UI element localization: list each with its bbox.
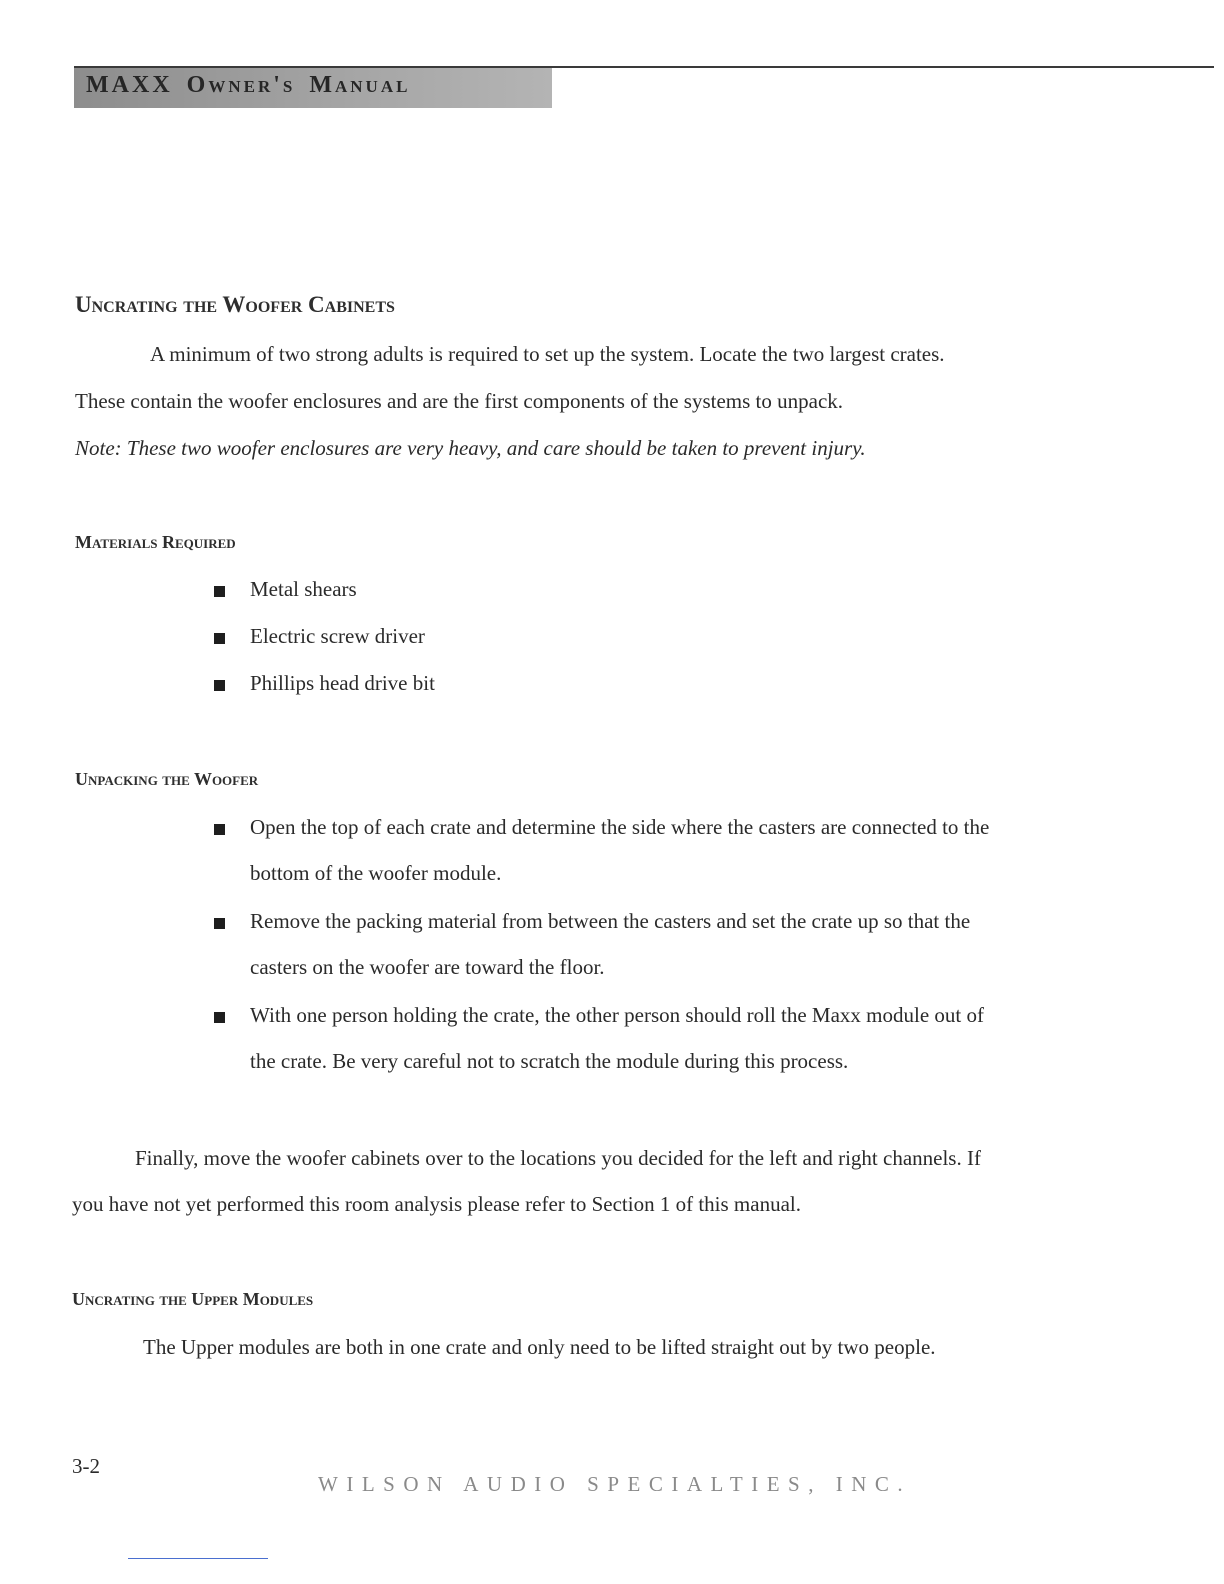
running-header xyxy=(86,72,410,99)
heading-uncrating-upper-modules: Uncrating the Upper Modules xyxy=(72,1289,314,1309)
heading-unpacking-woofer: Unpacking the Woofer xyxy=(75,769,259,789)
bullet-square-icon xyxy=(214,680,225,691)
bullet-square-icon xyxy=(214,586,225,597)
unpacking-item-line1: Open the top of each crate and determine the side where the casters are connected to the xyxy=(250,815,990,839)
heading-uncrating-woofer: Uncrating the Woofer Cabinets xyxy=(75,292,395,317)
unpacking-item-line2: casters on the woofer are toward the floor. xyxy=(250,955,605,979)
footer-divider xyxy=(128,1558,268,1559)
unpacking-item-line1: Remove the packing material from between the casters and set the crate up so that the xyxy=(250,909,971,933)
intro-paragraph-line2: These contain the woofer enclosures and are the first components of the systems to unpack. xyxy=(75,389,844,413)
header-title-manual: Manual xyxy=(309,72,411,98)
bullet-square-icon xyxy=(214,633,225,644)
unpacking-item-line2: the crate. Be very careful not to scratch the module during this process. xyxy=(250,1049,849,1073)
materials-item-text: Phillips head drive bit xyxy=(250,671,435,695)
footer-company-name: WILSON AUDIO SPECIALTIES, INC. xyxy=(318,1472,912,1496)
unpacking-item-line2: bottom of the woofer module. xyxy=(250,861,502,885)
bullet-square-icon xyxy=(214,824,225,835)
bullet-square-icon xyxy=(214,918,225,929)
upper-modules-paragraph: The Upper modules are both in one crate and only need to be lifted straight out by two people. xyxy=(143,1335,936,1359)
intro-paragraph-line1: A minimum of two strong adults is required to set up the system. Locate the two largest crates. xyxy=(150,342,945,366)
header-brand: MAXX xyxy=(86,72,173,98)
safety-note: Note: These two woofer enclosures are very heavy, and care should be taken to prevent injury. xyxy=(75,436,866,460)
bullet-square-icon xyxy=(214,1012,225,1023)
materials-item-text: Metal shears xyxy=(250,577,357,601)
header-title-owners: Owner's xyxy=(186,72,296,98)
materials-item-text: Electric screw driver xyxy=(250,624,425,648)
unpacking-item-line1: With one person holding the crate, the other person should roll the Maxx module out of xyxy=(250,1003,984,1027)
page-number: 3-2 xyxy=(72,1454,100,1478)
heading-materials-required: Materials Required xyxy=(75,532,236,552)
finally-paragraph-line1: Finally, move the woofer cabinets over to the locations you decided for the left and right channels. If xyxy=(135,1146,981,1170)
finally-paragraph-line2: you have not yet performed this room analysis please refer to Section 1 of this manual. xyxy=(72,1192,801,1216)
